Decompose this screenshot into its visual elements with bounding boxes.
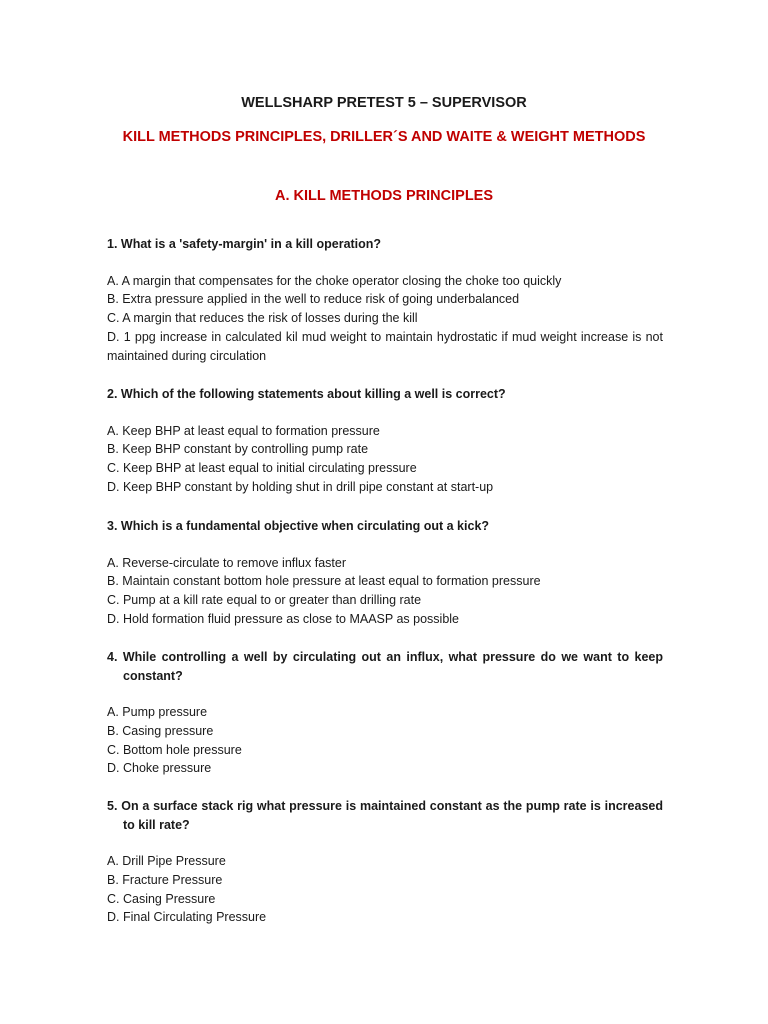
option-a: A. Keep BHP at least equal to formation pressure: [107, 423, 380, 438]
document-subtitle: KILL METHODS PRINCIPLES, DRILLER´S AND WAITE & WEIGHT METHODS: [122, 129, 646, 145]
option-d: D. 1 ppg increase in calculated kil mud weight to maintain hydrostatic if mud weight increase is not maintained during circulation: [107, 329, 663, 363]
option-d: D. Hold formation fluid pressure as close to MAASP as possible: [107, 611, 460, 626]
option-a: A. A margin that compensates for the choke operator closing the choke too quickly: [107, 273, 562, 288]
options-list: [107, 852, 663, 927]
question-text: 5. On a surface stack rig what pressure is maintained constant as the pump rate is increased to kill rate?: [107, 799, 663, 832]
option-b: B. Keep BHP constant by controlling pump rate: [107, 442, 369, 457]
option-a: A. Reverse-circulate to remove influx faster: [107, 555, 346, 570]
question-1: [107, 235, 663, 365]
question-text: 3. Which is a fundamental objective when circulating out a kick?: [107, 519, 490, 533]
options-list: [107, 703, 663, 778]
option-b: B. Extra pressure applied in the well to reduce risk of going underbalanced: [107, 292, 520, 307]
option-b: B. Fracture Pressure: [107, 872, 223, 887]
option-d: D. Final Circulating Pressure: [107, 910, 267, 925]
option-c: C. Pump at a kill rate equal to or greater than drilling rate: [107, 593, 422, 608]
options-list: [107, 554, 663, 629]
option-c: C. Keep BHP at least equal to initial circulating pressure: [107, 461, 417, 476]
option-c: C. Bottom hole pressure: [107, 742, 242, 757]
options-list: [107, 272, 663, 366]
document-title: WELLSHARP PRETEST 5 – SUPERVISOR: [241, 95, 527, 111]
option-d: D. Keep BHP constant by holding shut in drill pipe constant at start-up: [107, 479, 494, 494]
question-text: 2. Which of the following statements about killing a well is correct?: [107, 387, 506, 401]
option-b: B. Casing pressure: [107, 723, 214, 738]
option-c: C. Casing Pressure: [107, 891, 216, 906]
question-4: [107, 648, 663, 778]
question-2: [107, 385, 663, 497]
options-list: [107, 422, 663, 497]
option-b: B. Maintain constant bottom hole pressure at least equal to formation pressure: [107, 574, 541, 589]
option-a: A. Drill Pipe Pressure: [107, 854, 226, 868]
option-c: C. A margin that reduces the risk of losses during the kill: [107, 311, 418, 326]
section-heading: A. KILL METHODS PRINCIPLES: [274, 188, 494, 204]
question-5: [107, 797, 663, 927]
option-a: A. Pump pressure: [107, 705, 208, 719]
question-text: 4. While controlling a well by circulating out an influx, what pressure do we want to keep constant?: [107, 650, 663, 683]
question-3: [107, 517, 663, 629]
option-d: D. Choke pressure: [107, 761, 212, 776]
question-text: 1. What is a 'safety-margin' in a kill operation?: [107, 237, 382, 251]
